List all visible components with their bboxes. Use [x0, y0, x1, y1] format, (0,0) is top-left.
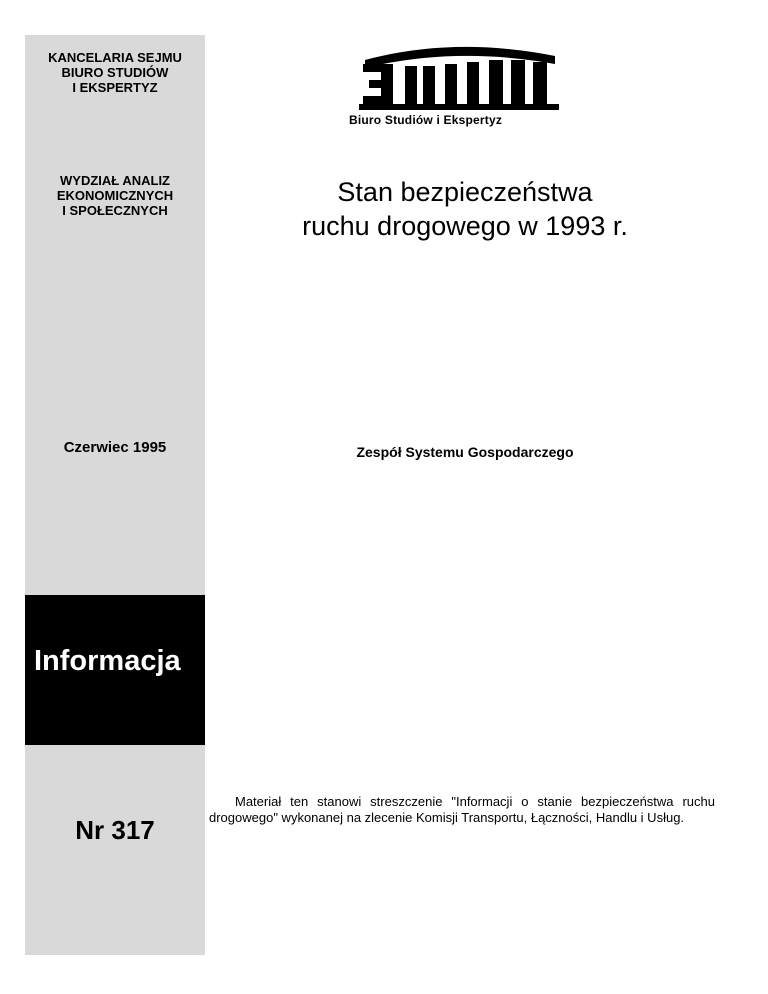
department-name [25, 173, 205, 218]
department-line: WYDZIAŁ ANALIZ [60, 173, 170, 188]
department-line: I SPOŁECZNYCH [62, 203, 168, 218]
organization-line: KANCELARIA SEJMU [48, 50, 182, 65]
organization-name [25, 50, 205, 95]
team-name: Zespół Systemu Gospodarczego [356, 444, 574, 460]
logo-caption: Biuro Studiów i Ekspertyz [349, 113, 503, 127]
department-line: EKONOMICZNYCH [56, 188, 174, 203]
issue-number: Nr 317 [75, 815, 155, 845]
title-line: Stan bezpieczeństwa [337, 177, 593, 207]
document-title [260, 175, 670, 243]
summary-paragraph: Materiał ten stanowi streszczenie "Informacji o stanie bezpieczeństwa ruchu drogowego" wykonanej na zlecenie Komisji Transportu, Łączności, Handlu i Usług. [209, 794, 715, 825]
publication-date: Czerwiec 1995 [63, 439, 167, 456]
series-label: Informacja [34, 645, 185, 678]
organization-line: I EKSPERTYZ [72, 80, 158, 95]
title-line: ruchu drogowego w 1993 r. [302, 211, 628, 241]
organization-line: BIURO STUDIÓW [61, 65, 169, 80]
